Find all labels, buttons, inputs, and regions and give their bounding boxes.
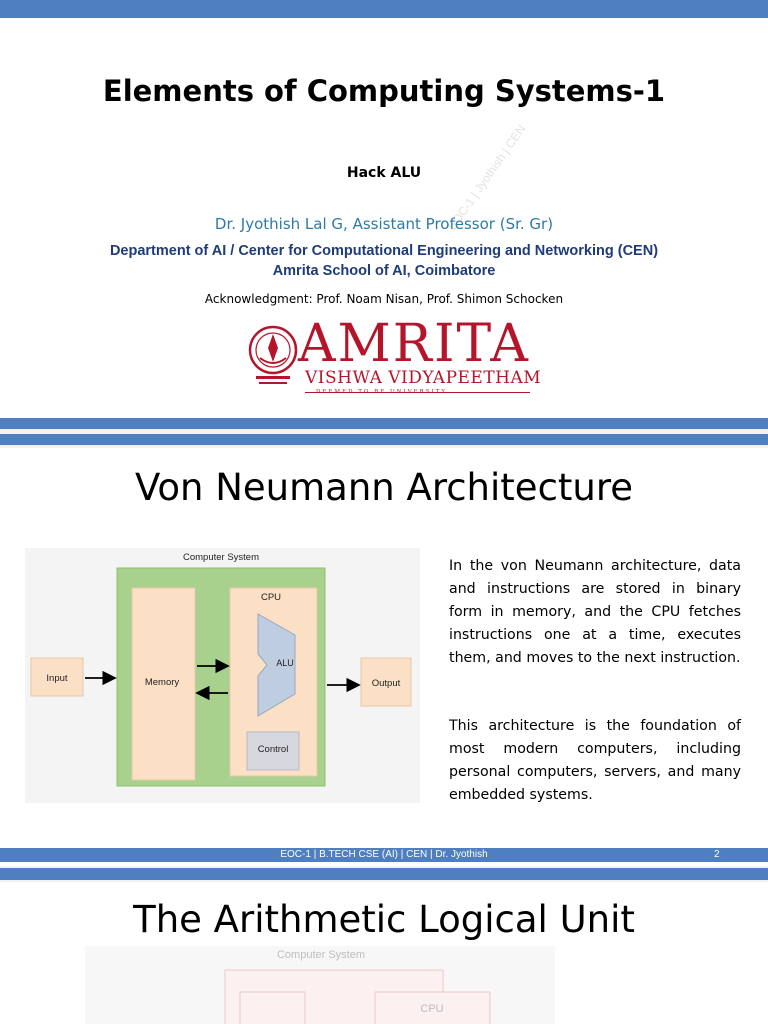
output-label: Output (371, 678, 401, 689)
description-paragraph: In the von Neumann architecture, data and instructions are stored in binary form in memory, and the CPU fetches instructions one at a time, executes them, and moves to the next instruction. (449, 558, 741, 666)
page-number: 2 (714, 849, 720, 860)
system-label: Computer System (182, 552, 260, 563)
von-neumann-slide (0, 448, 768, 866)
author-line: Dr. Jyothish Lal G, Assistant Professor (Sr. Gr) (214, 215, 554, 233)
title-slide (0, 0, 768, 418)
control-label: Control (257, 744, 289, 755)
footer-text: EOC-1 | B.TECH CSE (AI) | CEN | Dr. Jyothish (280, 849, 488, 860)
description-paragraph: This architecture is the foundation of most modern computers, including personal computers, servers, and many embedded systems. (449, 718, 741, 803)
footer-bar (0, 848, 768, 862)
logo-wordmark: AMRITA (298, 314, 530, 374)
alu-label: ALU (276, 658, 294, 668)
logo-subtitle: VISHWA VIDYAPEETHAM (305, 368, 542, 388)
department-line: Department of AI / Center for Computational Engineering and Networking (CEN) (109, 243, 659, 259)
cpu-label: CPU (260, 592, 282, 603)
school-line: Amrita School of AI, Coimbatore (272, 263, 496, 279)
cpu-label: CPU (420, 1003, 444, 1015)
von-neumann-diagram (25, 548, 420, 803)
separator-bar (0, 418, 768, 429)
slide-title: The Arithmetic Logical Unit (133, 898, 635, 941)
alu-slide (0, 882, 768, 1024)
memory-label: Memory (144, 677, 180, 688)
acknowledgment-line: Acknowledgment: Prof. Noam Nisan, Prof. Shimon Schocken (204, 292, 564, 306)
system-label: Computer System (276, 949, 366, 961)
header-bar (0, 0, 768, 18)
presentation-subtitle: Hack ALU (346, 165, 422, 181)
alu-diagram (85, 946, 555, 1024)
watermark: EOC-1 | Jyothish | CEN (445, 122, 529, 234)
separator-bar (0, 434, 768, 445)
input-label: Input (46, 673, 68, 684)
amrita-emblem-icon (248, 322, 298, 390)
logo-tagline: DEEMED TO BE UNIVERSITY (316, 389, 447, 395)
slide-title: Von Neumann Architecture (134, 466, 634, 509)
presentation-title: Elements of Computing Systems-1 (102, 74, 666, 108)
separator-bar (0, 868, 768, 880)
